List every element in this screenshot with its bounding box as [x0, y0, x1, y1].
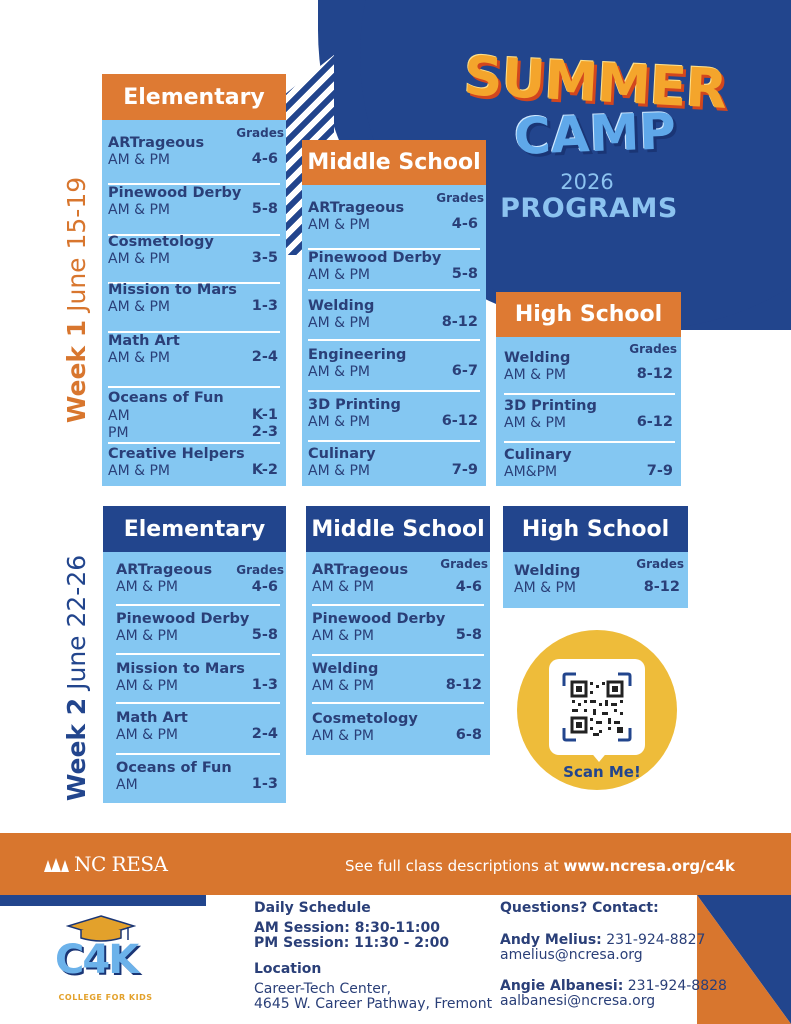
- w2-elementary-panel: [103, 552, 286, 803]
- w1-elementary-panel: [102, 120, 286, 486]
- course-name: 3D Printing: [308, 397, 401, 413]
- list-item: [116, 655, 280, 704]
- list-item: [504, 443, 675, 486]
- grade-range: 4-6: [451, 216, 478, 232]
- list-item: [312, 606, 484, 656]
- session: AM & PM: [108, 251, 170, 267]
- grade-range: 7-9: [451, 462, 478, 478]
- grade-range: 2-4: [251, 726, 278, 742]
- w1-high-header: High School: [496, 292, 681, 337]
- course-name: Welding: [312, 661, 379, 677]
- list-item: [108, 236, 280, 284]
- location-line-2: 4645 W. Career Pathway, Fremont: [254, 996, 493, 1012]
- course-name: Pinewood Derby: [108, 185, 242, 201]
- grade-range: 5-8: [455, 627, 482, 643]
- session: PM: [108, 425, 129, 441]
- session: AM & PM: [108, 202, 170, 218]
- grade-range: 8-12: [441, 314, 478, 330]
- session: AM & PM: [308, 217, 370, 233]
- list-item: [116, 606, 280, 655]
- list-item: [514, 552, 682, 608]
- course-name: ARTrageous: [308, 200, 405, 216]
- title-year: 2026: [560, 170, 614, 194]
- questions-title: Questions? Contact:: [500, 900, 659, 916]
- session: AM: [116, 777, 138, 793]
- course-name: Engineering: [308, 347, 407, 363]
- course-name: Pinewood Derby: [116, 611, 250, 627]
- contact-2-phone[interactable]: 231-924-8828: [627, 978, 727, 994]
- contact-2-name: Angie Albanesi:: [500, 978, 624, 994]
- session: AM: [108, 408, 130, 424]
- list-item: [116, 704, 280, 755]
- grade-range: 4-6: [251, 579, 278, 595]
- grade-range: 5-8: [251, 627, 278, 643]
- pm-session: PM Session: 11:30 - 2:00: [254, 935, 450, 951]
- list-item: [108, 444, 280, 486]
- grade-range: 6-12: [441, 413, 478, 429]
- qr-card-tail: [589, 750, 609, 762]
- grade-range: 3-5: [251, 250, 278, 266]
- session: AM & PM: [312, 728, 374, 744]
- course-name: Math Art: [116, 710, 188, 726]
- course-name: Mission to Mars: [108, 282, 237, 298]
- session: AM & PM: [514, 580, 576, 596]
- course-name: Pinewood Derby: [308, 250, 442, 266]
- session: AM & PM: [116, 678, 178, 694]
- grades-label: Grades: [629, 342, 677, 356]
- contact-2: [500, 978, 727, 994]
- contact-1-phone[interactable]: 231-924-8827: [606, 932, 706, 948]
- am-session: AM Session: 8:30-11:00: [254, 920, 440, 936]
- w1-middle-panel: [302, 185, 486, 486]
- title-camp: CAMP: [513, 102, 677, 166]
- grade-range: 8-12: [445, 677, 482, 693]
- course-name: ARTrageous: [312, 562, 409, 578]
- list-item: [116, 552, 280, 606]
- w2-middle-header: Middle School: [306, 506, 490, 552]
- contact-1-email[interactable]: amelius@ncresa.org: [500, 947, 643, 963]
- session: AM & PM: [308, 267, 370, 283]
- session: AM & PM: [308, 364, 370, 380]
- list-item: [312, 704, 484, 755]
- w2-high-header: High School: [503, 506, 688, 552]
- descriptions-link-text: [345, 857, 735, 875]
- list-item: [108, 185, 280, 236]
- course-name: ARTrageous: [108, 135, 205, 151]
- session: AM & PM: [108, 299, 170, 315]
- week-1-label: [62, 160, 92, 440]
- scan-me-label: Scan Me!: [563, 763, 641, 781]
- list-item: [108, 333, 280, 388]
- course-name: Culinary: [308, 446, 376, 462]
- course-name: Culinary: [504, 447, 572, 463]
- course-name: Welding: [308, 298, 375, 314]
- w2-high-panel: [503, 552, 688, 608]
- session: AM & PM: [108, 463, 170, 479]
- week-2-label: [62, 538, 92, 818]
- week-1-bold: Week 1: [62, 319, 91, 424]
- navy-strip: [0, 895, 206, 906]
- contact-2-email[interactable]: aalbanesi@ncresa.org: [500, 993, 656, 1009]
- list-item: [308, 442, 480, 486]
- grade-range: 4-6: [455, 579, 482, 595]
- session: AM & PM: [308, 463, 370, 479]
- list-item: [116, 755, 280, 803]
- list-item: [108, 388, 280, 444]
- contact-1-name: Andy Melius:: [500, 932, 602, 948]
- session: AM & PM: [308, 414, 370, 430]
- list-item: [108, 284, 280, 333]
- week-2-dates: June 22-26: [62, 554, 91, 690]
- grade-range: 8-12: [643, 579, 680, 595]
- w1-elementary-header: Elementary: [102, 74, 286, 120]
- list-item: [504, 347, 675, 395]
- location-title: Location: [254, 961, 322, 977]
- list-item: [312, 656, 484, 704]
- course-name: Creative Helpers: [108, 446, 245, 462]
- course-name: Math Art: [108, 333, 180, 349]
- grade-range: 6-7: [451, 363, 478, 379]
- session: AM & PM: [116, 579, 178, 595]
- c4k-logo: C4K: [55, 937, 138, 983]
- grade-range: K-2: [251, 462, 278, 478]
- website-link[interactable]: www.ncresa.org/c4k: [563, 857, 735, 875]
- grade-range: 5-8: [251, 201, 278, 217]
- session: AM & PM: [312, 579, 374, 595]
- grade-range: K-1: [251, 407, 278, 423]
- c4k-logo-subtitle: COLLEGE FOR KIDS: [58, 993, 153, 1002]
- session: AM & PM: [504, 415, 566, 431]
- schedule-title: Daily Schedule: [254, 900, 371, 916]
- w1-high-panel: [496, 337, 681, 486]
- session: AM & PM: [108, 350, 170, 366]
- session: AM & PM: [116, 727, 178, 743]
- course-name: ARTrageous: [116, 562, 213, 578]
- pine-trees-icon: [44, 858, 72, 874]
- w1-middle-header: Middle School: [302, 140, 486, 185]
- course-name: 3D Printing: [504, 398, 597, 414]
- list-item: [312, 552, 484, 606]
- grade-range: 2-4: [251, 349, 278, 365]
- course-name: Welding: [504, 350, 571, 366]
- course-name: Welding: [514, 563, 581, 579]
- qr-code-icon[interactable]: [562, 672, 632, 742]
- session: AM & PM: [504, 367, 566, 383]
- session: AM & PM: [312, 628, 374, 644]
- grade-range: 5-8: [451, 266, 478, 282]
- course-name: Mission to Mars: [116, 661, 245, 677]
- grade-range: 6-8: [455, 727, 482, 743]
- grade-range: 1-3: [251, 677, 278, 693]
- grades-label: Grades: [440, 557, 488, 571]
- grade-range: 1-3: [251, 298, 278, 314]
- list-item: [504, 395, 675, 443]
- grade-range: 4-6: [251, 151, 278, 167]
- contact-1: [500, 932, 705, 948]
- ncresa-logo: NC RESA: [74, 852, 168, 876]
- grade-range: 2-3: [251, 424, 278, 440]
- list-item: [308, 291, 480, 341]
- list-item: [308, 392, 480, 442]
- week-1-dates: June 15-19: [62, 176, 91, 312]
- grades-label: Grades: [236, 563, 284, 577]
- list-item: [108, 133, 280, 185]
- w2-elementary-header: Elementary: [103, 506, 286, 552]
- list-item: [308, 195, 480, 250]
- course-name: Oceans of Fun: [108, 390, 224, 406]
- course-name: Cosmetology: [108, 234, 214, 250]
- grades-label: Grades: [236, 126, 284, 140]
- session: AM&PM: [504, 464, 558, 480]
- grade-range: 6-12: [636, 414, 673, 430]
- course-name: Pinewood Derby: [312, 611, 446, 627]
- w2-middle-panel: [306, 552, 490, 755]
- week-2-bold: Week 2: [62, 697, 91, 802]
- title-summer: SUMMER: [462, 44, 728, 121]
- session: AM & PM: [312, 678, 374, 694]
- list-item: [308, 341, 480, 392]
- summer-camp-title: [460, 44, 730, 166]
- session: AM & PM: [116, 628, 178, 644]
- grade-range: 7-9: [646, 463, 673, 479]
- grades-label: Grades: [636, 557, 684, 571]
- see-text: See full class descriptions at: [345, 857, 564, 875]
- session: AM & PM: [308, 315, 370, 331]
- grade-range: 8-12: [636, 366, 673, 382]
- session: AM & PM: [108, 152, 170, 168]
- grades-label: Grades: [436, 191, 484, 205]
- list-item: [308, 250, 480, 291]
- course-name: Cosmetology: [312, 711, 418, 727]
- location-line-1: Career-Tech Center,: [254, 981, 392, 997]
- grade-range: 1-3: [251, 776, 278, 792]
- title-programs: PROGRAMS: [500, 193, 678, 224]
- course-name: Oceans of Fun: [116, 760, 232, 776]
